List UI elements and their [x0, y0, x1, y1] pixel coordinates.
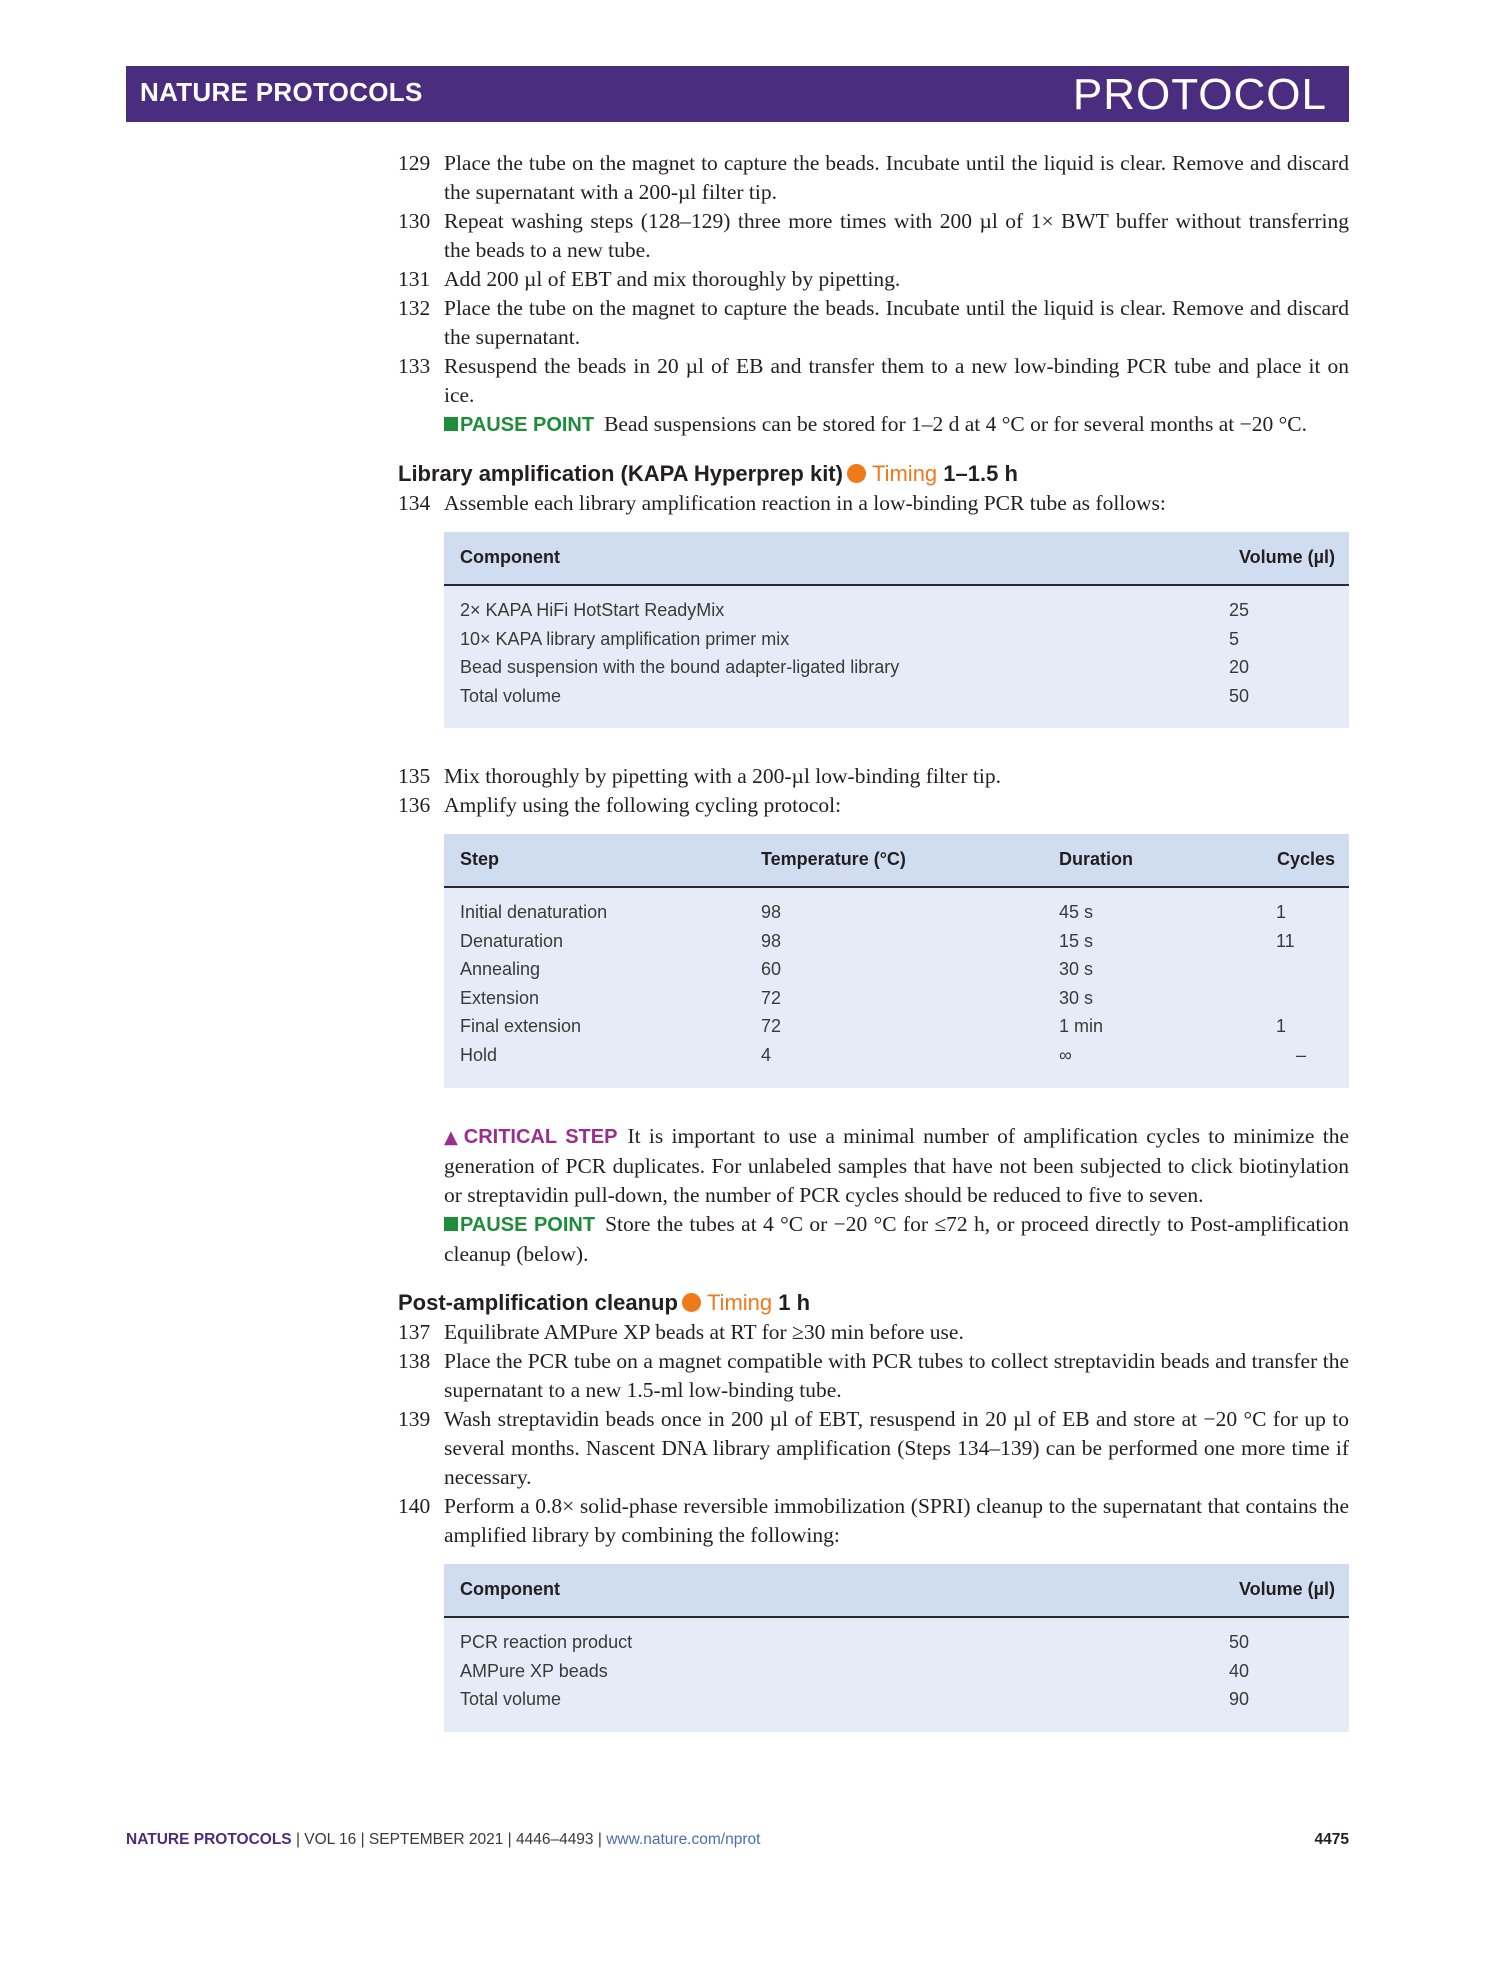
column-header: Volume (µl)	[1238, 547, 1335, 567]
table-cell: 5	[1229, 628, 1240, 649]
table-cell: 30 s	[1059, 987, 1094, 1008]
article-type-label: PROTOCOL	[1072, 70, 1327, 119]
column-header: Cycles	[1276, 849, 1335, 869]
section-heading-post-amplification	[398, 1288, 1349, 1318]
step-number: 136	[398, 793, 431, 817]
step-137	[398, 1318, 1349, 1347]
critical-step-text: It is important to use a minimal number of amplification cycles to minimize the generation of PCR duplicates. For unlabeled samples that have not been subjected to click biotinylation or streptavidin pull-down, the number of PCR cycles should be reduced to five to seven.	[444, 1124, 1349, 1207]
step-text: Place the PCR tube on a magnet compatible with PCR tubes to collect streptavidin beads and transfer the supernatant to a new 1.5-ml low-binding tube.	[444, 1349, 1349, 1402]
table-cell: 15 s	[1059, 930, 1094, 951]
pause-point-text: Bead suspensions can be stored for 1–2 d at 4 °C or for several months at −20 °C.	[604, 412, 1307, 436]
main-content	[398, 149, 1349, 1732]
footer-url-link[interactable]: www.nature.com/nprot	[606, 1831, 761, 1848]
table-spri-cleanup	[444, 1564, 1349, 1732]
timing-label: Timing	[706, 1290, 773, 1315]
table-cell: Bead suspension with the bound adapter-ligated library	[460, 657, 900, 677]
table-row	[444, 1628, 1349, 1657]
table-row	[444, 898, 1349, 927]
table-row	[444, 596, 1349, 625]
step-number: 130	[398, 209, 431, 233]
step-text: Perform a 0.8× solid-phase reversible immobilization (SPRI) cleanup to the supernatant that contains the amplified library by combining the following:	[444, 1494, 1349, 1547]
table-cell: 45 s	[1059, 902, 1094, 922]
table-header-row	[444, 834, 1349, 888]
step-number: 132	[398, 296, 431, 320]
column-header: Temperature (°C)	[761, 849, 906, 869]
table-cell: 90	[1229, 1689, 1250, 1709]
triangle-warning-icon: ▲	[444, 1127, 461, 1148]
pause-point-label: PAUSE POINT	[460, 1214, 596, 1236]
step-139	[398, 1405, 1349, 1492]
steps-137-140	[398, 1318, 1349, 1550]
timing-dot-icon	[682, 1293, 701, 1312]
table-row	[444, 625, 1349, 654]
page-number: 4475	[1314, 1831, 1349, 1848]
table-cell: 98	[761, 930, 782, 951]
column-header: Step	[460, 849, 500, 869]
step-136	[398, 791, 1349, 820]
pause-point-label: PAUSE POINT	[460, 414, 595, 436]
table-header-row	[444, 532, 1349, 586]
step-text: Resuspend the beads in 20 µl of EB and transfer them to a new low-binding PCR tube and place it on ice.	[444, 354, 1349, 407]
footer-journal: NATURE PROTOCOLS	[126, 1831, 292, 1848]
table-cell: Hold	[460, 1044, 498, 1065]
step-number: 135	[398, 764, 431, 788]
table-cell: 40	[1229, 1660, 1250, 1681]
step-text: Place the tube on the magnet to capture the beads. Incubate until the liquid is clear. Remove and discard the supernatant with a 200-µl filter tip.	[444, 151, 1349, 204]
timing-label: Timing	[871, 461, 938, 486]
step-133	[398, 352, 1349, 410]
table-cell: 72	[761, 987, 782, 1008]
journal-name: NATURE PROTOCOLS	[140, 77, 423, 107]
table-cell: 50	[1229, 1632, 1250, 1652]
step-text: Add 200 µl of EBT and mix thoroughly by pipetting.	[444, 267, 901, 291]
table-row	[444, 984, 1349, 1013]
column-header: Duration	[1059, 849, 1133, 869]
table-cell: AMPure XP beads	[460, 1660, 608, 1681]
critical-step-note	[398, 1122, 1349, 1210]
table-cell: Final extension	[460, 1016, 582, 1036]
step-135	[398, 762, 1349, 791]
column-header: Component	[460, 547, 560, 567]
table-cell: Total volume	[460, 685, 562, 706]
section-title: Post-amplification cleanup	[398, 1290, 678, 1315]
step-text: Mix thoroughly by pipetting with a 200-µl low-binding filter tip.	[444, 764, 1002, 788]
step-number: 133	[398, 354, 431, 378]
step-134	[398, 489, 1349, 518]
table-cell: 1 min	[1059, 1016, 1104, 1036]
step-number: 140	[398, 1494, 431, 1518]
table-cell: 20	[1229, 657, 1250, 677]
footer-date: SEPTEMBER 2021	[368, 1831, 504, 1848]
steps-135-136	[398, 762, 1349, 820]
table-row	[444, 1012, 1349, 1041]
table-cell: 98	[761, 902, 782, 922]
step-text: Wash streptavidin beads once in 200 µl of EBT, resuspend in 20 µl of EB and store at −20 °C for up to several months. Nascent DNA library amplification (Steps 134–139) can be performed one more time if necessary.	[444, 1407, 1349, 1489]
table-cell: 10× KAPA library amplification primer mix	[460, 628, 790, 649]
step-132	[398, 294, 1349, 352]
table-cell: 11	[1276, 930, 1295, 951]
table-reaction-components	[444, 532, 1349, 728]
table-header-row	[444, 1564, 1349, 1618]
table-row	[444, 653, 1349, 682]
step-129	[398, 149, 1349, 207]
step-number: 129	[398, 151, 431, 175]
table-cell: 30 s	[1059, 959, 1094, 979]
section-heading-library-amplification	[398, 459, 1349, 489]
table-row	[444, 955, 1349, 984]
timing-dot-icon	[847, 464, 866, 483]
pause-point-text: Store the tubes at 4 °C or −20 °C for ≤72 h, or proceed directly to Post-amplification cleanup (below).	[444, 1212, 1349, 1266]
step-number: 137	[398, 1320, 431, 1344]
table-cell: Denaturation	[460, 930, 564, 951]
step-text: Repeat washing steps (128–129) three more times with 200 µl of 1× BWT buffer without transferring the beads to a new tube.	[444, 209, 1349, 262]
table-cell: Extension	[460, 987, 540, 1008]
step-number: 139	[398, 1407, 431, 1431]
timing-value: 1–1.5 h	[943, 461, 1018, 486]
timing-value: 1 h	[778, 1290, 811, 1315]
steps-129-133	[398, 149, 1349, 410]
table-cell: Total volume	[460, 1689, 562, 1709]
footer-volume: VOL 16	[304, 1831, 357, 1848]
table-row	[444, 682, 1349, 711]
table-cell: 4	[761, 1044, 772, 1065]
pause-point-2	[398, 1210, 1349, 1269]
critical-step-label: CRITICAL STEP	[463, 1126, 618, 1148]
table-cycling-protocol	[444, 834, 1349, 1088]
column-header: Component	[460, 1579, 560, 1599]
table-cell: 2× KAPA HiFi HotStart ReadyMix	[460, 600, 725, 620]
table-cell: 1	[1276, 902, 1287, 922]
step-number: 138	[398, 1349, 431, 1373]
step-140	[398, 1492, 1349, 1550]
step-number: 131	[398, 267, 431, 291]
table-cell: –	[1296, 1044, 1307, 1065]
column-header: Volume (µl)	[1238, 1579, 1335, 1599]
table-cell: 25	[1229, 600, 1250, 620]
table-cell: Annealing	[460, 959, 541, 979]
step-number: 134	[398, 491, 431, 515]
section-title: Library amplification (KAPA Hyperprep kit)	[398, 461, 843, 486]
step-130	[398, 207, 1349, 265]
table-cell: PCR reaction product	[460, 1632, 633, 1652]
pause-square-icon	[444, 1217, 458, 1231]
table-cell: ∞	[1059, 1044, 1072, 1065]
table-cell: 1	[1276, 1016, 1287, 1036]
table-row	[444, 927, 1349, 956]
table-cell: 72	[761, 1016, 782, 1036]
pause-square-icon	[444, 417, 458, 431]
step-text: Equilibrate AMPure XP beads at RT for ≥30 min before use.	[444, 1320, 964, 1344]
pause-point-1	[398, 410, 1349, 440]
header-bar	[126, 66, 1349, 122]
step-text: Assemble each library amplification reaction in a low-binding PCR tube as follows:	[444, 491, 1166, 515]
footer-pages: 4446–4493	[515, 1831, 594, 1848]
table-cell: 60	[761, 959, 782, 979]
table-cell: Initial denaturation	[460, 902, 608, 922]
page-footer: NATURE PROTOCOLS | VOL 16 | SEPTEMBER 2021 | 4446–4493 | www.nature.com/nprot 4475	[126, 1831, 1349, 1848]
step-text: Amplify using the following cycling protocol:	[444, 793, 842, 817]
table-row	[444, 1685, 1349, 1714]
step-text: Place the tube on the magnet to capture the beads. Incubate until the liquid is clear. Remove and discard the supernatant.	[444, 296, 1349, 349]
table-row	[444, 1657, 1349, 1686]
step-138	[398, 1347, 1349, 1405]
table-cell: 50	[1229, 685, 1250, 706]
step-131	[398, 265, 1349, 294]
table-row	[444, 1041, 1349, 1070]
